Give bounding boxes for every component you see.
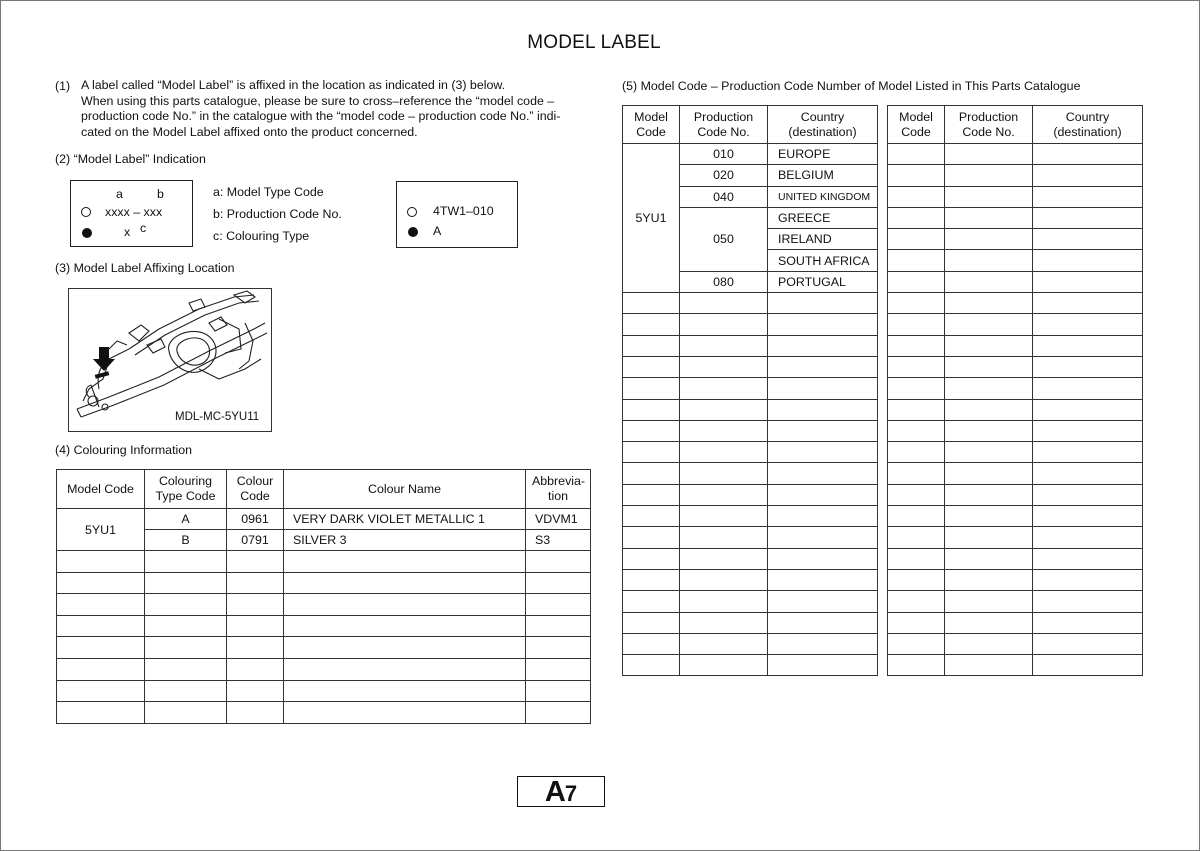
table-row: [888, 356, 1143, 377]
table-row: [623, 484, 878, 505]
colour-name-cell: SILVER 3: [284, 530, 526, 551]
empty-cell: [888, 633, 945, 654]
model-code-cell: 5YU1: [623, 144, 680, 293]
section1-line: cated on the Model Label affixed onto the product concerned.: [81, 124, 418, 139]
table-row: [623, 612, 878, 633]
production-code-cell: 050: [680, 207, 768, 271]
table-row: [888, 293, 1143, 314]
empty-cell: [888, 378, 945, 399]
empty-cell: [680, 463, 768, 484]
header-colour-name: Colour Name: [284, 470, 526, 509]
empty-cell: [284, 637, 526, 659]
empty-cell: [888, 144, 945, 165]
empty-cell: [680, 356, 768, 377]
empty-cell: [57, 658, 145, 680]
empty-cell: [888, 229, 945, 250]
empty-cell: [1033, 420, 1143, 441]
empty-cell: [1033, 506, 1143, 527]
section5-heading: (5) Model Code – Production Code Number of Model Listed in This Parts Catalogue: [622, 79, 1081, 93]
empty-cell: [1033, 250, 1143, 271]
empty-cell: [1033, 399, 1143, 420]
table-row: [623, 591, 878, 612]
production-code-cell: 080: [680, 271, 768, 292]
header-production-code: Production Code No.: [945, 106, 1033, 144]
empty-cell: [284, 680, 526, 702]
empty-cell: [768, 335, 878, 356]
empty-cell: [623, 527, 680, 548]
hollow-circle-icon: [407, 207, 417, 217]
colouring-info-table: [56, 469, 591, 724]
empty-cell: [945, 229, 1033, 250]
affixing-location-figure: [68, 288, 272, 432]
empty-cell: [526, 658, 591, 680]
table-row: [888, 633, 1143, 654]
table-row: [623, 463, 878, 484]
table-row: [888, 335, 1143, 356]
empty-cell: [623, 463, 680, 484]
empty-cell: [888, 484, 945, 505]
table-row: [888, 144, 1143, 165]
empty-cell: [945, 633, 1033, 654]
empty-cell: [945, 186, 1033, 207]
empty-cell: [945, 548, 1033, 569]
empty-cell: [945, 591, 1033, 612]
empty-cell: [1033, 314, 1143, 335]
empty-cell: [1033, 293, 1143, 314]
empty-cell: [945, 144, 1033, 165]
sample-letter-b: b: [157, 187, 164, 201]
section1-line: When using this parts catalogue, please be sure to cross–reference the “model code –: [81, 93, 555, 108]
empty-cell: [945, 335, 1033, 356]
table-row: [623, 527, 878, 548]
empty-cell: [1033, 463, 1143, 484]
empty-cell: [945, 378, 1033, 399]
empty-cell: [945, 463, 1033, 484]
empty-cell: [768, 378, 878, 399]
empty-cell: [1033, 186, 1143, 207]
empty-cell: [680, 612, 768, 633]
empty-cell: [680, 378, 768, 399]
empty-cell: [623, 655, 680, 676]
empty-cell: [284, 594, 526, 616]
empty-cell: [888, 548, 945, 569]
empty-cell: [888, 165, 945, 186]
empty-cell: [1033, 356, 1143, 377]
production-code-cell: 020: [680, 165, 768, 186]
table-row: [57, 680, 591, 702]
empty-cell: [57, 702, 145, 724]
table-row: [57, 637, 591, 659]
empty-cell: [1033, 484, 1143, 505]
empty-cell: [145, 637, 227, 659]
empty-cell: [768, 506, 878, 527]
empty-cell: [680, 633, 768, 654]
empty-cell: [945, 165, 1033, 186]
empty-cell: [768, 655, 878, 676]
empty-cell: [888, 271, 945, 292]
table-row: [57, 615, 591, 637]
page-title: MODEL LABEL: [527, 32, 661, 53]
table-row: [888, 271, 1143, 292]
section3-heading: (3) Model Label Affixing Location: [55, 261, 235, 275]
table-row: [623, 378, 878, 399]
empty-cell: [145, 658, 227, 680]
table-row: [888, 420, 1143, 441]
example-code: 4TW1–010: [433, 204, 494, 218]
empty-cell: [1033, 527, 1143, 548]
empty-cell: [945, 314, 1033, 335]
empty-cell: [888, 250, 945, 271]
empty-cell: [680, 442, 768, 463]
empty-cell: [888, 314, 945, 335]
empty-cell: [526, 572, 591, 594]
header-model-code: Model Code: [623, 106, 680, 144]
empty-cell: [1033, 591, 1143, 612]
empty-cell: [888, 420, 945, 441]
empty-cell: [888, 293, 945, 314]
table-row: [888, 442, 1143, 463]
table-row: [888, 655, 1143, 676]
empty-cell: [526, 680, 591, 702]
table-row: [623, 293, 878, 314]
empty-cell: [945, 271, 1033, 292]
table-row: [57, 509, 591, 530]
empty-cell: [888, 655, 945, 676]
empty-cell: [1033, 144, 1143, 165]
empty-cell: [57, 637, 145, 659]
header-model-code: Model Code: [888, 106, 945, 144]
header-abbreviation: Abbrevia- tion: [526, 470, 591, 509]
empty-cell: [57, 680, 145, 702]
empty-cell: [284, 615, 526, 637]
header-model-code: Model Code: [57, 470, 145, 509]
header-country: Country (destination): [1033, 106, 1143, 144]
empty-cell: [623, 378, 680, 399]
empty-cell: [888, 569, 945, 590]
model-code-cell: 5YU1: [57, 509, 145, 551]
empty-cell: [526, 637, 591, 659]
table-row: [888, 612, 1143, 633]
country-cell: IRELAND: [768, 229, 878, 250]
table-row: [623, 442, 878, 463]
empty-cell: [526, 594, 591, 616]
page-number: 7: [564, 781, 578, 806]
section1-line: A label called “Model Label” is affixed in the location as indicated in (3) below.: [81, 78, 506, 92]
filled-circle-icon: [82, 228, 92, 238]
table-row: [623, 548, 878, 569]
empty-cell: [945, 293, 1033, 314]
country-cell: SOUTH AFRICA: [768, 250, 878, 271]
empty-cell: [680, 399, 768, 420]
sample-letter-a: a: [116, 187, 123, 201]
empty-cell: [227, 551, 284, 573]
example-colour: A: [433, 224, 442, 238]
legend-production-code: b: Production Code No.: [213, 207, 342, 221]
table-row: [888, 569, 1143, 590]
empty-cell: [945, 207, 1033, 228]
empty-cell: [945, 612, 1033, 633]
empty-cell: [888, 207, 945, 228]
empty-cell: [623, 591, 680, 612]
empty-cell: [680, 548, 768, 569]
production-code-cell: 010: [680, 144, 768, 165]
model-label-example-box: [396, 181, 518, 248]
country-cell: PORTUGAL: [768, 271, 878, 292]
figure-caption: MDL-MC-5YU11: [175, 411, 260, 423]
empty-cell: [768, 484, 878, 505]
empty-cell: [623, 633, 680, 654]
empty-cell: [768, 591, 878, 612]
empty-cell: [1033, 612, 1143, 633]
empty-cell: [284, 572, 526, 594]
empty-cell: [227, 615, 284, 637]
empty-cell: [768, 420, 878, 441]
table-row: [623, 633, 878, 654]
empty-cell: [768, 356, 878, 377]
filled-circle-icon: [408, 227, 418, 237]
empty-cell: [227, 594, 284, 616]
empty-cell: [945, 442, 1033, 463]
table-row: [57, 594, 591, 616]
table-row: [623, 399, 878, 420]
empty-cell: [945, 655, 1033, 676]
empty-cell: [623, 356, 680, 377]
section2-heading: (2) “Model Label” Indication: [55, 152, 206, 166]
section1-number: (1): [55, 79, 71, 93]
empty-cell: [768, 314, 878, 335]
table-row: [888, 229, 1143, 250]
sample-code: xxxx – xxx: [105, 205, 163, 219]
table-row: [623, 655, 878, 676]
empty-cell: [1033, 335, 1143, 356]
empty-cell: [145, 680, 227, 702]
empty-cell: [145, 572, 227, 594]
empty-cell: [945, 250, 1033, 271]
empty-cell: [888, 186, 945, 207]
empty-cell: [768, 442, 878, 463]
empty-cell: [680, 420, 768, 441]
table-header-row: [888, 106, 1143, 144]
empty-cell: [768, 399, 878, 420]
header-colouring-type-code: Colouring Type Code: [145, 470, 227, 509]
empty-cell: [680, 527, 768, 548]
colouring-type-cell: B: [145, 530, 227, 551]
country-cell: UNITED KINGDOM: [768, 186, 878, 207]
empty-cell: [888, 335, 945, 356]
model-code-table-right: [887, 105, 1143, 676]
legend-model-type-code: a: Model Type Code: [213, 185, 324, 199]
model-label-sample-box: [70, 180, 193, 247]
table-row: [888, 399, 1143, 420]
table-row: [57, 572, 591, 594]
empty-cell: [945, 399, 1033, 420]
empty-cell: [57, 594, 145, 616]
section1-paragraph: [81, 78, 560, 140]
sample-letter-x: x: [124, 225, 131, 239]
empty-cell: [145, 702, 227, 724]
empty-cell: [623, 293, 680, 314]
empty-cell: [1033, 442, 1143, 463]
empty-cell: [945, 484, 1033, 505]
empty-cell: [680, 335, 768, 356]
table-row: [623, 569, 878, 590]
arrow-down-icon: [93, 347, 115, 371]
empty-cell: [145, 594, 227, 616]
table-row: [888, 250, 1143, 271]
empty-cell: [227, 637, 284, 659]
empty-cell: [680, 591, 768, 612]
hollow-circle-icon: [81, 207, 91, 217]
abbreviation-cell: VDVM1: [526, 509, 591, 530]
empty-cell: [1033, 207, 1143, 228]
empty-cell: [680, 484, 768, 505]
model-code-table-left: [622, 105, 878, 676]
empty-cell: [623, 548, 680, 569]
page-letter: A: [544, 776, 565, 808]
empty-cell: [888, 612, 945, 633]
empty-cell: [680, 293, 768, 314]
empty-cell: [680, 655, 768, 676]
legend-colouring-type: c: Colouring Type: [213, 229, 310, 243]
table-row: [888, 186, 1143, 207]
empty-cell: [227, 680, 284, 702]
empty-cell: [1033, 271, 1143, 292]
empty-cell: [623, 484, 680, 505]
empty-cell: [1033, 378, 1143, 399]
table-row: [623, 144, 878, 165]
colour-code-cell: 0791: [227, 530, 284, 551]
empty-cell: [284, 702, 526, 724]
colour-name-cell: VERY DARK VIOLET METALLIC 1: [284, 509, 526, 530]
table-row: [57, 551, 591, 573]
section1-line: production code No.” in the catalogue with the “model code – production code No.” indi-: [81, 109, 561, 123]
empty-cell: [623, 314, 680, 335]
empty-cell: [945, 420, 1033, 441]
table-row: [888, 484, 1143, 505]
empty-cell: [526, 702, 591, 724]
empty-cell: [145, 615, 227, 637]
table-row: [888, 207, 1143, 228]
abbreviation-cell: S3: [526, 530, 591, 551]
table-row: [888, 463, 1143, 484]
empty-cell: [227, 658, 284, 680]
empty-cell: [888, 591, 945, 612]
header-production-code: Production Code No.: [680, 106, 768, 144]
header-colour-code: Colour Code: [227, 470, 284, 509]
empty-cell: [623, 569, 680, 590]
empty-cell: [526, 551, 591, 573]
table-row: [623, 356, 878, 377]
table-row: [888, 506, 1143, 527]
table-row: [888, 527, 1143, 548]
empty-cell: [227, 702, 284, 724]
empty-cell: [945, 506, 1033, 527]
table-header-row: [57, 470, 591, 509]
empty-cell: [227, 572, 284, 594]
empty-cell: [768, 293, 878, 314]
table-row: [57, 658, 591, 680]
header-country: Country (destination): [768, 106, 878, 144]
empty-cell: [57, 615, 145, 637]
table-row: [888, 378, 1143, 399]
empty-cell: [945, 356, 1033, 377]
empty-cell: [945, 527, 1033, 548]
country-cell: EUROPE: [768, 144, 878, 165]
country-cell: BELGIUM: [768, 165, 878, 186]
empty-cell: [888, 356, 945, 377]
empty-cell: [945, 569, 1033, 590]
empty-cell: [623, 420, 680, 441]
table-row: [623, 506, 878, 527]
table-row: [888, 314, 1143, 335]
empty-cell: [145, 551, 227, 573]
empty-cell: [888, 463, 945, 484]
empty-cell: [768, 463, 878, 484]
table-row: [888, 165, 1143, 186]
empty-cell: [888, 399, 945, 420]
empty-cell: [888, 527, 945, 548]
empty-cell: [680, 314, 768, 335]
colour-code-cell: 0961: [227, 509, 284, 530]
table-row: [623, 420, 878, 441]
empty-cell: [623, 612, 680, 633]
colouring-type-cell: A: [145, 509, 227, 530]
empty-cell: [623, 442, 680, 463]
empty-cell: [768, 612, 878, 633]
empty-cell: [623, 335, 680, 356]
table-header-row: [623, 106, 878, 144]
empty-cell: [888, 442, 945, 463]
empty-cell: [1033, 633, 1143, 654]
empty-cell: [680, 569, 768, 590]
empty-cell: [768, 633, 878, 654]
table-row: [888, 591, 1143, 612]
empty-cell: [768, 527, 878, 548]
country-cell: GREECE: [768, 207, 878, 228]
empty-cell: [284, 551, 526, 573]
empty-cell: [768, 569, 878, 590]
table-row: [623, 314, 878, 335]
empty-cell: [526, 615, 591, 637]
table-row: [623, 335, 878, 356]
empty-cell: [57, 551, 145, 573]
table-row: [888, 548, 1143, 569]
empty-cell: [57, 572, 145, 594]
empty-cell: [1033, 165, 1143, 186]
empty-cell: [1033, 229, 1143, 250]
empty-cell: [768, 548, 878, 569]
empty-cell: [888, 506, 945, 527]
empty-cell: [1033, 655, 1143, 676]
sample-letter-c: c: [140, 221, 147, 235]
empty-cell: [1033, 548, 1143, 569]
table-row: [57, 702, 591, 724]
empty-cell: [284, 658, 526, 680]
empty-cell: [1033, 569, 1143, 590]
page-number-box: [517, 776, 605, 807]
empty-cell: [623, 399, 680, 420]
empty-cell: [680, 506, 768, 527]
production-code-cell: 040: [680, 186, 768, 207]
section4-heading: (4) Colouring Information: [55, 443, 193, 457]
empty-cell: [623, 506, 680, 527]
